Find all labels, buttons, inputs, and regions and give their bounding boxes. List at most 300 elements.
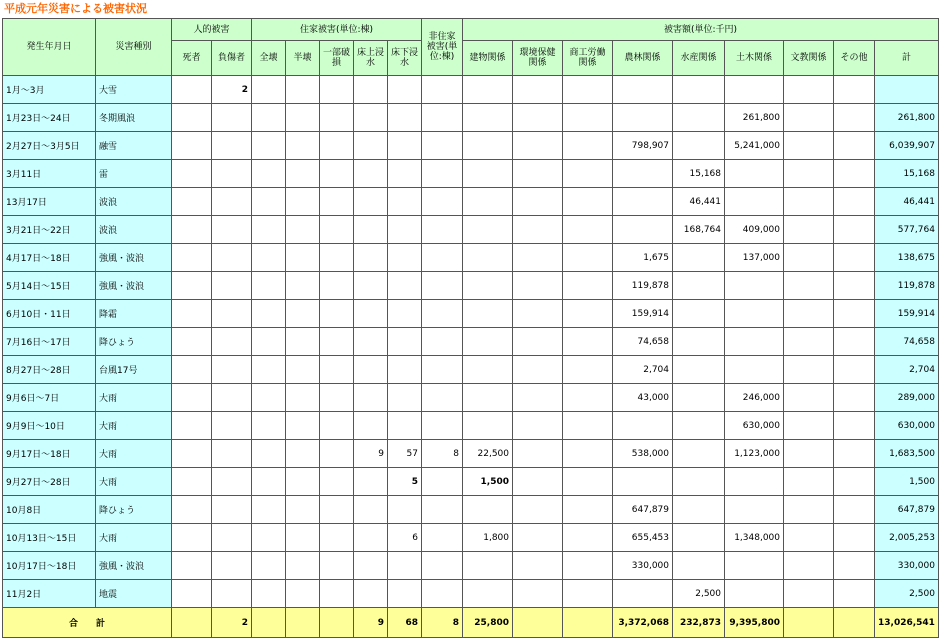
header-commerce: 商工労働関係 [563, 41, 613, 76]
cell-injured [212, 384, 252, 412]
cell-edu [784, 552, 834, 580]
table-row [3, 188, 939, 216]
cell-injured [212, 160, 252, 188]
cell-building [463, 272, 513, 300]
cell-env [513, 496, 563, 524]
row-date: 1月～3月 [3, 76, 96, 104]
cell-above-floor [354, 552, 388, 580]
cell-building [463, 244, 513, 272]
cell-other [834, 188, 875, 216]
row-date: 11月2日 [3, 580, 96, 608]
row-date: 4月17日～18日 [3, 244, 96, 272]
cell-injured [212, 468, 252, 496]
cell-total-loss [252, 300, 286, 328]
cell-other [834, 104, 875, 132]
cell-nonhousing [422, 552, 463, 580]
cell-civil [725, 188, 784, 216]
cell-sum: 6,039,907 [875, 132, 939, 160]
cell-building [463, 384, 513, 412]
row-type: 地震 [96, 580, 172, 608]
cell-half-loss [286, 188, 320, 216]
header-type: 災害種別 [96, 19, 172, 76]
cell-sum: 577,764 [875, 216, 939, 244]
cell-edu [784, 188, 834, 216]
cell-fish [673, 468, 725, 496]
cell-half-loss [286, 132, 320, 160]
cell-dead [172, 552, 212, 580]
cell-civil: 137,000 [725, 244, 784, 272]
cell-half-loss [286, 496, 320, 524]
table-row [3, 160, 939, 188]
cell-commerce [563, 524, 613, 552]
row-type: 強風・波浪 [96, 244, 172, 272]
cell-building [463, 496, 513, 524]
cell-above-floor [354, 76, 388, 104]
row-date: 3月11日 [3, 160, 96, 188]
cell-fish [673, 76, 725, 104]
row-date: 9月17日～18日 [3, 440, 96, 468]
cell-sum: 2,005,253 [875, 524, 939, 552]
cell-other [834, 496, 875, 524]
cell-building [463, 356, 513, 384]
cell-commerce [563, 384, 613, 412]
header-date: 発生年月日 [3, 19, 96, 76]
cell-above-floor [354, 328, 388, 356]
cell-commerce [563, 552, 613, 580]
cell-other [834, 132, 875, 160]
cell-agri: 2,704 [613, 356, 673, 384]
total-edu [784, 608, 834, 638]
cell-above-floor [354, 272, 388, 300]
cell-civil [725, 76, 784, 104]
cell-nonhousing [422, 188, 463, 216]
cell-env [513, 412, 563, 440]
cell-dead [172, 300, 212, 328]
header-sum: 計 [875, 41, 939, 76]
cell-dead [172, 496, 212, 524]
total-half-loss [286, 608, 320, 638]
cell-dead [172, 272, 212, 300]
cell-env [513, 356, 563, 384]
cell-civil: 630,000 [725, 412, 784, 440]
cell-partial [320, 216, 354, 244]
header-housing: 住家被害(単位:棟) [252, 19, 422, 41]
cell-commerce [563, 356, 613, 384]
header-agri: 農林関係 [613, 41, 673, 76]
cell-agri [613, 216, 673, 244]
cell-other [834, 160, 875, 188]
cell-civil: 261,800 [725, 104, 784, 132]
cell-fish [673, 300, 725, 328]
row-date: 10月13日～15日 [3, 524, 96, 552]
cell-civil [725, 580, 784, 608]
table-row [3, 524, 939, 552]
cell-building [463, 188, 513, 216]
cell-dead [172, 104, 212, 132]
cell-below-floor [388, 328, 422, 356]
cell-agri: 1,675 [613, 244, 673, 272]
cell-env [513, 524, 563, 552]
cell-agri: 43,000 [613, 384, 673, 412]
cell-half-loss [286, 272, 320, 300]
row-date: 6月10日・11日 [3, 300, 96, 328]
total-partial [320, 608, 354, 638]
row-date: 9月27日～28日 [3, 468, 96, 496]
cell-total-loss [252, 580, 286, 608]
cell-commerce [563, 272, 613, 300]
cell-agri [613, 580, 673, 608]
table-row [3, 440, 939, 468]
cell-nonhousing [422, 328, 463, 356]
cell-commerce [563, 580, 613, 608]
cell-dead [172, 244, 212, 272]
header-env: 環境保健関係 [513, 41, 563, 76]
row-type: 雷 [96, 160, 172, 188]
cell-edu [784, 132, 834, 160]
cell-above-floor: 9 [354, 440, 388, 468]
row-type: 冬期風浪 [96, 104, 172, 132]
cell-building [463, 552, 513, 580]
header-edu: 文教関係 [784, 41, 834, 76]
page-title: 平成元年災害による被害状況 [4, 2, 147, 15]
cell-above-floor [354, 496, 388, 524]
cell-building: 1,500 [463, 468, 513, 496]
cell-building [463, 580, 513, 608]
cell-dead [172, 524, 212, 552]
cell-above-floor [354, 160, 388, 188]
row-date: 3月21日～22日 [3, 216, 96, 244]
cell-agri: 798,907 [613, 132, 673, 160]
cell-env [513, 552, 563, 580]
cell-dead [172, 440, 212, 468]
cell-sum: 2,500 [875, 580, 939, 608]
cell-total-loss [252, 216, 286, 244]
cell-edu [784, 244, 834, 272]
cell-civil: 1,348,000 [725, 524, 784, 552]
cell-below-floor [388, 132, 422, 160]
row-type: 降ひょう [96, 496, 172, 524]
cell-total-loss [252, 244, 286, 272]
cell-half-loss [286, 524, 320, 552]
cell-fish [673, 356, 725, 384]
total-label: 合 計 [3, 608, 172, 638]
cell-other [834, 272, 875, 300]
cell-total-loss [252, 132, 286, 160]
cell-env [513, 244, 563, 272]
cell-below-floor [388, 76, 422, 104]
cell-half-loss [286, 300, 320, 328]
cell-edu [784, 160, 834, 188]
row-date: 10月17日～18日 [3, 552, 96, 580]
cell-env [513, 300, 563, 328]
cell-above-floor [354, 580, 388, 608]
cell-injured [212, 496, 252, 524]
cell-agri: 74,658 [613, 328, 673, 356]
header-building: 建物関係 [463, 41, 513, 76]
cell-below-floor [388, 580, 422, 608]
header-above-floor: 床上浸水 [354, 41, 388, 76]
cell-agri [613, 412, 673, 440]
cell-injured [212, 132, 252, 160]
cell-commerce [563, 188, 613, 216]
table-row [3, 104, 939, 132]
header-total-loss: 全壊 [252, 41, 286, 76]
cell-env [513, 384, 563, 412]
cell-injured [212, 356, 252, 384]
cell-above-floor [354, 132, 388, 160]
cell-other [834, 356, 875, 384]
total-other [834, 608, 875, 638]
cell-injured [212, 104, 252, 132]
cell-building [463, 104, 513, 132]
cell-edu [784, 468, 834, 496]
cell-civil [725, 356, 784, 384]
row-date: 8月27日～28日 [3, 356, 96, 384]
cell-other [834, 244, 875, 272]
cell-total-loss [252, 552, 286, 580]
cell-agri: 119,878 [613, 272, 673, 300]
cell-agri: 159,914 [613, 300, 673, 328]
total-env [513, 608, 563, 638]
cell-below-floor [388, 216, 422, 244]
cell-civil: 246,000 [725, 384, 784, 412]
cell-building [463, 216, 513, 244]
cell-above-floor [354, 300, 388, 328]
cell-partial [320, 412, 354, 440]
cell-total-loss [252, 496, 286, 524]
cell-below-floor [388, 384, 422, 412]
cell-below-floor [388, 272, 422, 300]
row-type: 波浪 [96, 188, 172, 216]
cell-partial [320, 272, 354, 300]
cell-agri: 655,453 [613, 524, 673, 552]
cell-sum: 46,441 [875, 188, 939, 216]
header-partial: 一部破損 [320, 41, 354, 76]
cell-fish: 46,441 [673, 188, 725, 216]
cell-fish [673, 328, 725, 356]
cell-below-floor [388, 300, 422, 328]
cell-partial [320, 104, 354, 132]
header-civil: 土木関係 [725, 41, 784, 76]
cell-injured [212, 524, 252, 552]
cell-sum: 1,683,500 [875, 440, 939, 468]
cell-dead [172, 580, 212, 608]
row-date: 10月8日 [3, 496, 96, 524]
cell-total-loss [252, 104, 286, 132]
cell-sum: 630,000 [875, 412, 939, 440]
cell-partial [320, 496, 354, 524]
cell-civil [725, 496, 784, 524]
cell-injured [212, 272, 252, 300]
cell-nonhousing [422, 580, 463, 608]
cell-civil [725, 552, 784, 580]
cell-fish [673, 384, 725, 412]
cell-commerce [563, 440, 613, 468]
cell-partial [320, 468, 354, 496]
cell-fish: 15,168 [673, 160, 725, 188]
table-row [3, 76, 939, 104]
table-row [3, 244, 939, 272]
damage-table [2, 18, 939, 638]
cell-nonhousing [422, 356, 463, 384]
cell-fish: 168,764 [673, 216, 725, 244]
cell-building [463, 132, 513, 160]
cell-agri [613, 76, 673, 104]
total-civil: 9,395,800 [725, 608, 784, 638]
cell-half-loss [286, 412, 320, 440]
cell-sum: 159,914 [875, 300, 939, 328]
cell-building: 1,800 [463, 524, 513, 552]
cell-other [834, 384, 875, 412]
cell-half-loss [286, 104, 320, 132]
cell-fish [673, 440, 725, 468]
cell-env [513, 328, 563, 356]
cell-nonhousing [422, 496, 463, 524]
cell-fish [673, 272, 725, 300]
cell-dead [172, 384, 212, 412]
cell-total-loss [252, 468, 286, 496]
cell-dead [172, 328, 212, 356]
cell-nonhousing [422, 132, 463, 160]
header-half-loss: 半壊 [286, 41, 320, 76]
header-fish: 水産関係 [673, 41, 725, 76]
cell-below-floor: 6 [388, 524, 422, 552]
cell-sum: 647,879 [875, 496, 939, 524]
cell-above-floor [354, 104, 388, 132]
table-row [3, 300, 939, 328]
total-total-loss [252, 608, 286, 638]
cell-partial [320, 244, 354, 272]
cell-partial [320, 300, 354, 328]
cell-injured [212, 440, 252, 468]
cell-partial [320, 580, 354, 608]
cell-edu [784, 580, 834, 608]
cell-edu [784, 524, 834, 552]
table-row [3, 412, 939, 440]
cell-agri [613, 160, 673, 188]
cell-below-floor [388, 188, 422, 216]
row-type: 台風17号 [96, 356, 172, 384]
cell-agri [613, 188, 673, 216]
cell-commerce [563, 300, 613, 328]
cell-total-loss [252, 356, 286, 384]
cell-injured [212, 580, 252, 608]
cell-fish: 2,500 [673, 580, 725, 608]
cell-commerce [563, 412, 613, 440]
cell-env [513, 104, 563, 132]
cell-other [834, 468, 875, 496]
cell-fish [673, 524, 725, 552]
row-date: 5月14日～15日 [3, 272, 96, 300]
cell-commerce [563, 496, 613, 524]
row-date: 13月17日 [3, 188, 96, 216]
cell-other [834, 580, 875, 608]
row-type: 降霜 [96, 300, 172, 328]
total-below-floor: 68 [388, 608, 422, 638]
row-type: 強風・波浪 [96, 552, 172, 580]
cell-agri: 330,000 [613, 552, 673, 580]
cell-sum: 261,800 [875, 104, 939, 132]
total-building: 25,800 [463, 608, 513, 638]
cell-injured [212, 188, 252, 216]
cell-other [834, 412, 875, 440]
cell-above-floor [354, 188, 388, 216]
cell-half-loss [286, 384, 320, 412]
row-type: 大雨 [96, 384, 172, 412]
cell-civil [725, 328, 784, 356]
cell-nonhousing [422, 160, 463, 188]
cell-injured [212, 300, 252, 328]
cell-below-floor [388, 244, 422, 272]
row-date: 7月16日～17日 [3, 328, 96, 356]
cell-dead [172, 76, 212, 104]
cell-half-loss [286, 328, 320, 356]
total-nonhousing: 8 [422, 608, 463, 638]
cell-sum: 289,000 [875, 384, 939, 412]
cell-env [513, 132, 563, 160]
total-fish: 232,873 [673, 608, 725, 638]
cell-civil: 1,123,000 [725, 440, 784, 468]
cell-half-loss [286, 76, 320, 104]
cell-partial [320, 76, 354, 104]
cell-env [513, 76, 563, 104]
cell-partial [320, 384, 354, 412]
header-other: その他 [834, 41, 875, 76]
cell-commerce [563, 244, 613, 272]
table-row [3, 356, 939, 384]
cell-sum: 15,168 [875, 160, 939, 188]
table-row [3, 580, 939, 608]
cell-building [463, 300, 513, 328]
cell-building [463, 412, 513, 440]
table-row [3, 384, 939, 412]
cell-other [834, 76, 875, 104]
header-injured: 負傷者 [212, 41, 252, 76]
cell-fish [673, 132, 725, 160]
cell-agri [613, 104, 673, 132]
cell-building [463, 160, 513, 188]
cell-half-loss [286, 440, 320, 468]
cell-civil [725, 468, 784, 496]
cell-agri [613, 468, 673, 496]
cell-civil [725, 160, 784, 188]
cell-env [513, 188, 563, 216]
cell-edu [784, 300, 834, 328]
cell-fish [673, 104, 725, 132]
cell-injured [212, 412, 252, 440]
cell-above-floor [354, 216, 388, 244]
table-row [3, 468, 939, 496]
cell-commerce [563, 132, 613, 160]
cell-edu [784, 440, 834, 468]
cell-edu [784, 356, 834, 384]
cell-below-floor [388, 412, 422, 440]
cell-nonhousing [422, 76, 463, 104]
row-type: 大雨 [96, 412, 172, 440]
cell-partial [320, 440, 354, 468]
cell-partial [320, 328, 354, 356]
cell-edu [784, 496, 834, 524]
cell-edu [784, 272, 834, 300]
cell-partial [320, 160, 354, 188]
cell-below-floor [388, 496, 422, 524]
table-row [3, 552, 939, 580]
cell-commerce [563, 216, 613, 244]
cell-total-loss [252, 160, 286, 188]
cell-partial [320, 524, 354, 552]
row-date: 9月6日～7日 [3, 384, 96, 412]
cell-below-floor [388, 356, 422, 384]
